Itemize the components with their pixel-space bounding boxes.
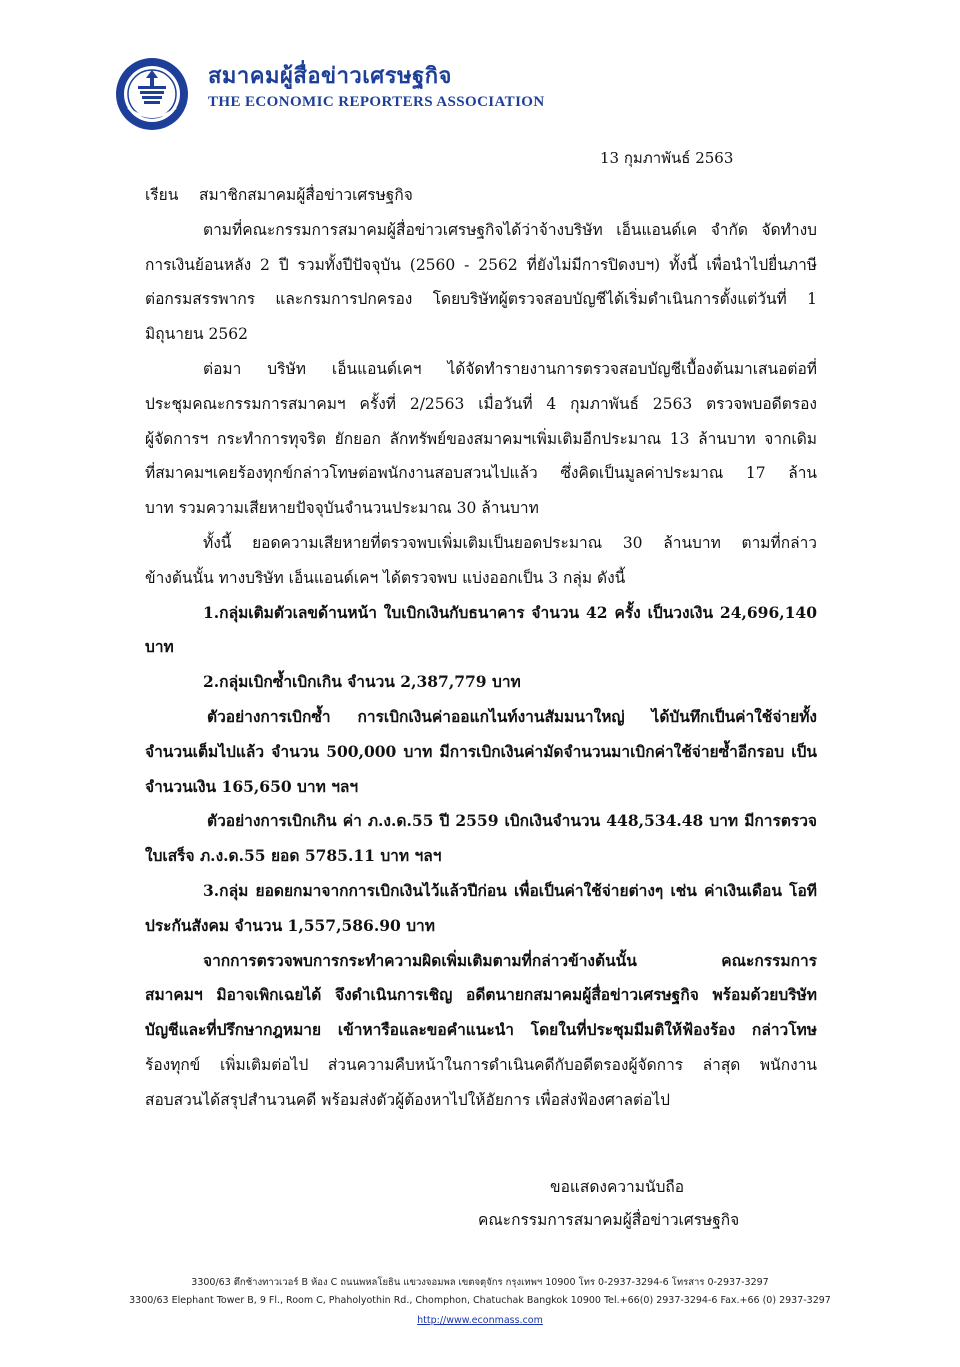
paragraph-line: ที่สมาคมฯเคยร้องทุกข์กล่าวโทษต่อพนักงานสอบสวนไปแล้ว ซึ่งคิดเป็นมูลค่าประมาณ 17 ล้าน: [145, 464, 817, 483]
paragraph-line: ตามที่คณะกรรมการสมาคมผู้สื่อข่าวเศรษฐกิจได้ว่าจ้างบริษัท เอ็นแอนด์เค จำกัด จัดทำงบ: [203, 220, 817, 239]
example-line: ตัวอย่างการเบิกซ้ำ การเบิกเงินค่าออแกไนท์งานสัมมนาใหญ่ ได้บันทึกเป็นค่าใช้จ่ายทั้ง: [207, 706, 817, 726]
footer-address-th: 3300/63 ตึกช้างทาวเวอร์ B ห้อง C ถนนพหลโยธิน แขวงจอมพล เขตจตุจักร กรุงเทพฯ 10900 โทร 0-2937-3294-6 โทรสาร 0-2937-3297: [191, 1277, 769, 1288]
paragraph-line: ข้างต้นนั้น ทางบริษัท เอ็นแอนด์เคฯ ได้ตรวจพบ แบ่งออกเป็น 3 กลุ่ม ดังนี้: [145, 568, 626, 587]
example-line: ตัวอย่างการเบิกเกิน ค่า ภ.ง.ด.55 ปี 2559 เบิกเงินจำนวน 448,534.48 บาท มีการตรวจ: [207, 811, 817, 831]
salutation-recipient: สมาชิกสมาคมผู้สื่อข่าวเศรษฐกิจ: [199, 186, 413, 204]
paragraph-line: จากการตรวจพบการกระทำความผิดเพิ่มเติมตามที่กล่าวข้างต้นนั้น คณะกรรมการ: [203, 950, 817, 970]
website-link[interactable]: http://www.econmass.com: [417, 1315, 543, 1326]
salutation-label: เรียน: [145, 186, 179, 204]
footer-website: [0, 1315, 960, 1326]
paragraph-line: ต่อกรมสรรพากร และกรมการปกครอง โดยบริษัทผู้ตรวจสอบบัญชีได้เริ่มดำเนินการตั้งแต่วันที่ 1: [145, 290, 817, 309]
example-line: จำนวนเต็มไปแล้ว จำนวน 500,000 บาท มีการเบิกเงินค่ามัดจำนวนมาเบิกค่าใช้จ่ายซ้ำอีกรอบ เป็น: [145, 741, 817, 761]
signature: คณะกรรมการสมาคมผู้สื่อข่าวเศรษฐกิจ: [478, 1211, 740, 1229]
org-name-en: THE ECONOMIC REPORTERS ASSOCIATION: [208, 94, 545, 110]
closing: ขอแสดงความนับถือ: [550, 1178, 685, 1196]
paragraph-line: ประชุมคณะกรรมการสมาคมฯ ครั้งที่ 2/2563 เมื่อวันที่ 4 กุมภาพันธ์ 2563 ตรวจพบอดีตรอง: [145, 394, 817, 413]
paragraph-line: การเงินย้อนหลัง 2 ปี รวมทั้งปีปัจจุบัน (2560 - 2562 ที่ยังไม่มีการปิดงบฯ) ทั้งนี้ เพื่อนำไปยื่นภาษี: [145, 255, 817, 274]
group-3-line: 3.กลุ่ม ยอดยกมาจากการเบิกเงินไว้แล้วปีก่อน เพื่อเป็นค่าใช้จ่ายต่างๆ เช่น ค่าเงินเดือน โอที: [203, 880, 817, 900]
paragraph-line: บาท รวมความเสียหายปัจจุบันจำนวนประมาณ 30 ล้านบาท: [145, 499, 539, 518]
letter-body: [145, 178, 817, 1118]
salutation: [145, 178, 817, 213]
group-1-line: 1.กลุ่มเติมตัวเลขด้านหน้า ใบเบิกเงินกับธนาคาร จำนวน 42 ครั้ง เป็นวงเงิน 24,696,140: [203, 602, 817, 622]
paragraph-line: มิถุนายน 2562: [145, 325, 248, 344]
paragraph-line: สมาคมฯ มิอาจเพิกเฉยได้ จึงดำเนินการเชิญ อดีตนายกสมาคมผู้สื่อข่าวเศรษฐกิจ พร้อมด้วยบริษัท: [145, 985, 817, 1005]
example-line: จำนวนเงิน 165,650 บาท ฯลฯ: [145, 776, 359, 796]
group-1-line: บาท: [145, 637, 174, 657]
paragraph-line: สอบสวนได้สรุปสำนวนคดี พร้อมส่งตัวผู้ต้องหาไปให้อัยการ เพื่อส่งฟ้องศาลต่อไป: [145, 1090, 670, 1109]
paragraph-line: ทั้งนี้ ยอดความเสียหายที่ตรวจพบเพิ่มเติมเป็นยอดประมาณ 30 ล้านบาท ตามที่กล่าว: [203, 533, 817, 552]
paragraph-line: ผู้จัดการฯ กระทำการทุจริต ยักยอก ลักทรัพย์ของสมาคมฯเพิ่มเติมอีกประมาณ 13 ล้านบาท จากเดิม: [145, 429, 817, 448]
group-3-line: ประกันสังคม จำนวน 1,557,586.90 บาท: [145, 915, 435, 935]
association-logo: [114, 56, 190, 132]
example-line: ใบเสร็จ ภ.ง.ด.55 ยอด 5785.11 บาท ฯลฯ: [145, 846, 442, 866]
letter-date: 13 กุมภาพันธ์ 2563: [600, 149, 734, 167]
paragraph-line: ต่อมา บริษัท เอ็นแอนด์เคฯ ได้จัดทำรายงานการตรวจสอบบัญชีเบื้องต้นมาเสนอต่อที่: [203, 359, 817, 378]
paragraph-line: ร้องทุกข์ เพิ่มเติมต่อไป ส่วนความคืบหน้าในการดำเนินคดีกับอดีตรองผู้จัดการ ล่าสุด พนักงาน: [145, 1055, 817, 1074]
group-2-line: 2.กลุ่มเบิกซ้ำเบิกเกิน จำนวน 2,387,779 บาท: [203, 672, 521, 692]
paragraph-line: บัญชีและที่ปรึกษากฎหมาย เข้าหารือและขอคำแนะนำ โดยในที่ประชุมมีมติให้ฟ้องร้อง กล่าวโทษ: [145, 1020, 817, 1040]
footer-address-en: 3300/63 Elephant Tower B, 9 Fl., Room C, Phaholyothin Rd., Chomphon, Chatuchak Bangkok 10900 Tel.+66(0) 2937-3294-6 Fax.+66 (0) 2937-3297: [129, 1295, 831, 1306]
org-name-th: สมาคมผู้สื่อข่าวเศรษฐกิจ: [208, 64, 452, 89]
